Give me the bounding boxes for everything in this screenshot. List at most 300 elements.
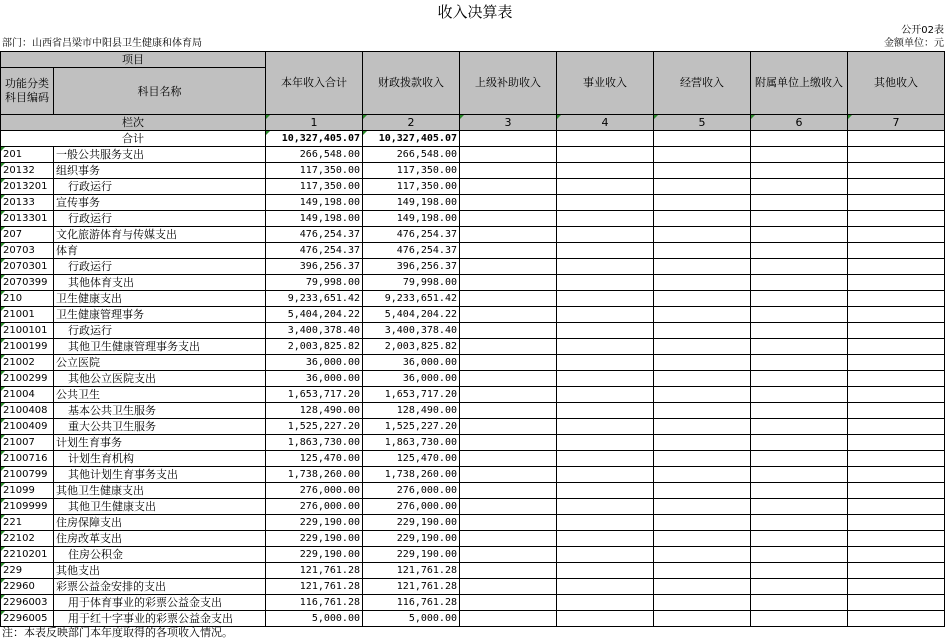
value-col-2: 121,761.28 <box>363 563 460 579</box>
subject-code: 20132 <box>1 163 54 179</box>
value-col-1: 149,198.00 <box>266 195 363 211</box>
page-title: 收入决算表 <box>437 3 513 21</box>
value-col-3 <box>460 419 557 435</box>
value-col-2: 5,404,204.22 <box>363 307 460 323</box>
value-col-2: 116,761.28 <box>363 595 460 611</box>
value-col-7 <box>848 195 945 211</box>
value-col-4 <box>557 339 654 355</box>
value-col-5 <box>654 275 751 291</box>
value-col-1: 117,350.00 <box>266 179 363 195</box>
value-col-4 <box>557 227 654 243</box>
table-row <box>1 483 945 499</box>
value-col-7 <box>848 563 945 579</box>
subject-name: 其他计划生育事务支出 <box>54 467 266 483</box>
value-col-6 <box>751 243 848 259</box>
value-col-6 <box>751 147 848 163</box>
value-col-7 <box>848 275 945 291</box>
value-col-4 <box>557 595 654 611</box>
value-col-1: 36,000.00 <box>266 355 363 371</box>
value-col-5 <box>654 323 751 339</box>
value-col-5 <box>654 163 751 179</box>
value-col-5 <box>654 259 751 275</box>
value-col-5 <box>654 435 751 451</box>
value-col-7 <box>848 147 945 163</box>
subject-code: 207 <box>1 227 54 243</box>
value-col-1: 229,190.00 <box>266 531 363 547</box>
value-col-2: 2,003,825.82 <box>363 339 460 355</box>
table-row <box>1 243 945 259</box>
value-col-1: 2,003,825.82 <box>266 339 363 355</box>
col-header-7: 其他收入 <box>848 52 945 115</box>
table-row <box>1 259 945 275</box>
value-col-3 <box>460 547 557 563</box>
value-col-1: 128,490.00 <box>266 403 363 419</box>
value-col-3 <box>460 483 557 499</box>
table-row <box>1 547 945 563</box>
value-col-5 <box>654 531 751 547</box>
col-header-3: 上级补助收入 <box>460 52 557 115</box>
value-col-4 <box>557 451 654 467</box>
value-col-4 <box>557 195 654 211</box>
value-col-1: 276,000.00 <box>266 483 363 499</box>
subject-name: 卫生健康管理事务 <box>54 307 266 323</box>
form-number: 公开02表 <box>901 25 944 36</box>
value-col-1: 149,198.00 <box>266 211 363 227</box>
subject-code: 229 <box>1 563 54 579</box>
value-col-5 <box>654 515 751 531</box>
value-col-5 <box>654 563 751 579</box>
subject-code: 21099 <box>1 483 54 499</box>
value-col-7 <box>848 611 945 627</box>
table-row <box>1 435 945 451</box>
value-col-3 <box>460 163 557 179</box>
table-row <box>1 451 945 467</box>
subject-code: 2070301 <box>1 259 54 275</box>
value-col-3 <box>460 355 557 371</box>
value-col-5 <box>654 483 751 499</box>
value-col-4 <box>557 611 654 627</box>
value-col-5 <box>654 227 751 243</box>
value-col-7 <box>848 339 945 355</box>
table-row <box>1 211 945 227</box>
subject-code: 22102 <box>1 531 54 547</box>
value-col-2: 117,350.00 <box>363 179 460 195</box>
value-col-4 <box>557 435 654 451</box>
value-col-7 <box>848 499 945 515</box>
value-col-3 <box>460 227 557 243</box>
value-col-3 <box>460 275 557 291</box>
value-col-7 <box>848 403 945 419</box>
value-col-6 <box>751 275 848 291</box>
subject-code: 2296005 <box>1 611 54 627</box>
value-col-3 <box>460 467 557 483</box>
value-col-2: 9,233,651.42 <box>363 291 460 307</box>
value-col-3 <box>460 595 557 611</box>
subject-code: 20703 <box>1 243 54 259</box>
subject-code: 21002 <box>1 355 54 371</box>
value-col-6 <box>751 419 848 435</box>
func-code-header: 功能分类科目编码 <box>1 68 54 115</box>
value-col-7 <box>848 515 945 531</box>
value-col-5 <box>654 547 751 563</box>
subject-code: 2100409 <box>1 419 54 435</box>
value-col-7 <box>848 227 945 243</box>
table-row <box>1 147 945 163</box>
value-col-1: 476,254.37 <box>266 227 363 243</box>
value-col-3 <box>460 339 557 355</box>
value-col-6 <box>751 227 848 243</box>
value-col-7 <box>848 435 945 451</box>
value-col-5 <box>654 307 751 323</box>
value-col-3 <box>460 515 557 531</box>
value-col-6 <box>751 163 848 179</box>
col-header-5: 经营收入 <box>654 52 751 115</box>
value-col-4 <box>557 531 654 547</box>
value-col-4 <box>557 291 654 307</box>
value-col-7 <box>848 291 945 307</box>
value-col-1: 1,525,227.20 <box>266 419 363 435</box>
subject-code: 201 <box>1 147 54 163</box>
col-number-5: 5 <box>654 115 751 131</box>
value-col-5 <box>654 195 751 211</box>
subject-code: 2100101 <box>1 323 54 339</box>
value-col-4 <box>557 259 654 275</box>
total-value-2: 10,327,405.07 <box>363 131 460 147</box>
col-number-3: 3 <box>460 115 557 131</box>
value-col-2: 229,190.00 <box>363 515 460 531</box>
subject-code: 21004 <box>1 387 54 403</box>
value-col-1: 3,400,378.40 <box>266 323 363 339</box>
value-col-4 <box>557 499 654 515</box>
value-col-5 <box>654 339 751 355</box>
value-col-7 <box>848 579 945 595</box>
value-col-5 <box>654 595 751 611</box>
value-col-5 <box>654 211 751 227</box>
subject-name: 组织事务 <box>54 163 266 179</box>
value-col-5 <box>654 419 751 435</box>
value-col-7 <box>848 243 945 259</box>
department-row <box>2 37 944 50</box>
value-col-6 <box>751 563 848 579</box>
subject-code: 2013201 <box>1 179 54 195</box>
value-col-4 <box>557 387 654 403</box>
value-col-6 <box>751 467 848 483</box>
value-col-2: 117,350.00 <box>363 163 460 179</box>
value-col-4 <box>557 355 654 371</box>
value-col-1: 1,863,730.00 <box>266 435 363 451</box>
value-col-6 <box>751 179 848 195</box>
value-col-4 <box>557 275 654 291</box>
value-col-1: 117,350.00 <box>266 163 363 179</box>
total-label: 合计 <box>1 131 266 147</box>
value-col-1: 79,998.00 <box>266 275 363 291</box>
value-col-2: 276,000.00 <box>363 483 460 499</box>
value-col-6 <box>751 195 848 211</box>
value-col-7 <box>848 531 945 547</box>
value-col-1: 1,653,717.20 <box>266 387 363 403</box>
value-col-3 <box>460 179 557 195</box>
table-row <box>1 323 945 339</box>
value-col-6 <box>751 307 848 323</box>
subject-name: 基本公共卫生服务 <box>54 403 266 419</box>
table-row <box>1 387 945 403</box>
value-col-6 <box>751 531 848 547</box>
value-col-1: 121,761.28 <box>266 579 363 595</box>
value-col-7 <box>848 387 945 403</box>
value-col-2: 229,190.00 <box>363 531 460 547</box>
value-col-5 <box>654 611 751 627</box>
value-col-1: 276,000.00 <box>266 499 363 515</box>
value-col-4 <box>557 307 654 323</box>
value-col-2: 396,256.37 <box>363 259 460 275</box>
value-col-2: 149,198.00 <box>363 195 460 211</box>
value-col-3 <box>460 307 557 323</box>
value-col-5 <box>654 579 751 595</box>
subject-code: 2100408 <box>1 403 54 419</box>
value-col-2: 36,000.00 <box>363 371 460 387</box>
table-row <box>1 307 945 323</box>
subject-name: 计划生育事务 <box>54 435 266 451</box>
value-col-3 <box>460 611 557 627</box>
value-col-3 <box>460 531 557 547</box>
value-col-6 <box>751 403 848 419</box>
value-col-4 <box>557 163 654 179</box>
table-row <box>1 515 945 531</box>
value-col-1: 229,190.00 <box>266 515 363 531</box>
value-col-5 <box>654 179 751 195</box>
value-col-2: 476,254.37 <box>363 243 460 259</box>
subject-code: 2100799 <box>1 467 54 483</box>
table-row <box>1 355 945 371</box>
col-header-4: 事业收入 <box>557 52 654 115</box>
subject-name: 行政运行 <box>54 323 266 339</box>
value-col-4 <box>557 403 654 419</box>
value-col-6 <box>751 211 848 227</box>
column-number-row <box>1 115 945 131</box>
col-header-6: 附属单位上缴收入 <box>751 52 848 115</box>
value-col-7 <box>848 547 945 563</box>
value-col-2: 266,548.00 <box>363 147 460 163</box>
subject-code: 20133 <box>1 195 54 211</box>
subject-name: 其他卫生健康支出 <box>54 483 266 499</box>
subject-code: 2013301 <box>1 211 54 227</box>
value-col-2: 1,653,717.20 <box>363 387 460 403</box>
value-col-7 <box>848 163 945 179</box>
income-table <box>0 51 945 627</box>
subject-name: 彩票公益金安排的支出 <box>54 579 266 595</box>
subject-name: 体育 <box>54 243 266 259</box>
subject-name: 卫生健康支出 <box>54 291 266 307</box>
subject-name: 其他公立医院支出 <box>54 371 266 387</box>
subject-name: 行政运行 <box>54 259 266 275</box>
table-row <box>1 403 945 419</box>
table-row <box>1 419 945 435</box>
value-col-6 <box>751 451 848 467</box>
value-col-4 <box>557 579 654 595</box>
table-row <box>1 163 945 179</box>
value-col-4 <box>557 211 654 227</box>
value-col-6 <box>751 499 848 515</box>
value-col-6 <box>751 259 848 275</box>
value-col-2: 79,998.00 <box>363 275 460 291</box>
subject-name: 用于体育事业的彩票公益金支出 <box>54 595 266 611</box>
project-header: 项目 <box>1 52 266 68</box>
department-label: 部门：山西省吕梁市中阳县卫生健康和体育局 <box>2 38 202 49</box>
value-col-3 <box>460 211 557 227</box>
subject-code: 2070399 <box>1 275 54 291</box>
value-col-6 <box>751 291 848 307</box>
value-col-4 <box>557 323 654 339</box>
total-value-3 <box>460 131 557 147</box>
currency-unit-label: 金额单位：元 <box>884 38 944 49</box>
table-row <box>1 563 945 579</box>
value-col-3 <box>460 563 557 579</box>
value-col-2: 1,863,730.00 <box>363 435 460 451</box>
subject-name: 其他卫生健康支出 <box>54 499 266 515</box>
value-col-2: 476,254.37 <box>363 227 460 243</box>
value-col-5 <box>654 243 751 259</box>
value-col-7 <box>848 595 945 611</box>
value-col-7 <box>848 371 945 387</box>
total-value-6 <box>751 131 848 147</box>
value-col-5 <box>654 147 751 163</box>
col-number-4: 4 <box>557 115 654 131</box>
value-col-7 <box>848 419 945 435</box>
value-col-6 <box>751 355 848 371</box>
value-col-4 <box>557 147 654 163</box>
value-col-1: 396,256.37 <box>266 259 363 275</box>
subject-name: 其他卫生健康管理事务支出 <box>54 339 266 355</box>
value-col-6 <box>751 371 848 387</box>
value-col-7 <box>848 307 945 323</box>
value-col-5 <box>654 371 751 387</box>
value-col-5 <box>654 403 751 419</box>
value-col-1: 476,254.37 <box>266 243 363 259</box>
value-col-5 <box>654 291 751 307</box>
value-col-7 <box>848 355 945 371</box>
subject-name: 住房改革支出 <box>54 531 266 547</box>
value-col-2: 5,000.00 <box>363 611 460 627</box>
value-col-4 <box>557 419 654 435</box>
col-number-2: 2 <box>363 115 460 131</box>
col-number-7: 7 <box>848 115 945 131</box>
total-row <box>1 131 945 147</box>
col-header-1: 本年收入合计 <box>266 52 363 115</box>
value-col-7 <box>848 259 945 275</box>
table-row <box>1 227 945 243</box>
table-row <box>1 467 945 483</box>
col-number-1: 1 <box>266 115 363 131</box>
value-col-1: 125,470.00 <box>266 451 363 467</box>
table-row <box>1 499 945 515</box>
value-col-1: 9,233,651.42 <box>266 291 363 307</box>
value-col-6 <box>751 515 848 531</box>
value-col-3 <box>460 195 557 211</box>
value-col-1: 229,190.00 <box>266 547 363 563</box>
value-col-2: 149,198.00 <box>363 211 460 227</box>
subject-name: 一般公共服务支出 <box>54 147 266 163</box>
value-col-7 <box>848 451 945 467</box>
value-col-3 <box>460 259 557 275</box>
total-value-7 <box>848 131 945 147</box>
subject-name: 公共卫生 <box>54 387 266 403</box>
value-col-3 <box>460 147 557 163</box>
subject-name: 行政运行 <box>54 211 266 227</box>
value-col-6 <box>751 483 848 499</box>
subject-name: 住房保障支出 <box>54 515 266 531</box>
value-col-7 <box>848 323 945 339</box>
total-value-4 <box>557 131 654 147</box>
value-col-2: 1,525,227.20 <box>363 419 460 435</box>
subject-code: 2100299 <box>1 371 54 387</box>
value-col-6 <box>751 387 848 403</box>
value-col-1: 121,761.28 <box>266 563 363 579</box>
subject-code: 2100199 <box>1 339 54 355</box>
subject-code: 2100716 <box>1 451 54 467</box>
table-row <box>1 339 945 355</box>
value-col-6 <box>751 339 848 355</box>
subject-name: 计划生育机构 <box>54 451 266 467</box>
value-col-5 <box>654 387 751 403</box>
subject-code: 210 <box>1 291 54 307</box>
table-row <box>1 595 945 611</box>
value-col-6 <box>751 595 848 611</box>
col-number-6: 6 <box>751 115 848 131</box>
value-col-5 <box>654 499 751 515</box>
value-col-3 <box>460 579 557 595</box>
value-col-7 <box>848 483 945 499</box>
subject-name: 其他支出 <box>54 563 266 579</box>
subject-name: 重大公共卫生服务 <box>54 419 266 435</box>
value-col-7 <box>848 467 945 483</box>
value-col-4 <box>557 243 654 259</box>
value-col-4 <box>557 179 654 195</box>
subject-name: 文化旅游体育与传媒支出 <box>54 227 266 243</box>
table-row <box>1 275 945 291</box>
header-row-1 <box>1 52 945 68</box>
value-col-4 <box>557 563 654 579</box>
value-col-6 <box>751 435 848 451</box>
value-col-6 <box>751 579 848 595</box>
value-col-4 <box>557 515 654 531</box>
subject-code: 2296003 <box>1 595 54 611</box>
subject-code: 2210201 <box>1 547 54 563</box>
value-col-2: 1,738,260.00 <box>363 467 460 483</box>
subject-code: 22960 <box>1 579 54 595</box>
col-header-2: 财政拨款收入 <box>363 52 460 115</box>
value-col-1: 36,000.00 <box>266 371 363 387</box>
value-col-4 <box>557 483 654 499</box>
subject-name-header: 科目名称 <box>54 68 266 115</box>
lanci-label: 栏次 <box>1 115 266 131</box>
subject-code: 2109999 <box>1 499 54 515</box>
value-col-1: 266,548.00 <box>266 147 363 163</box>
value-col-3 <box>460 323 557 339</box>
subject-code: 221 <box>1 515 54 531</box>
value-col-1: 5,404,204.22 <box>266 307 363 323</box>
table-row <box>1 371 945 387</box>
value-col-3 <box>460 243 557 259</box>
subject-name: 行政运行 <box>54 179 266 195</box>
total-value-1: 10,327,405.07 <box>266 131 363 147</box>
value-col-1: 5,000.00 <box>266 611 363 627</box>
value-col-2: 276,000.00 <box>363 499 460 515</box>
subject-name: 用于红十字事业的彩票公益金支出 <box>54 611 266 627</box>
value-col-2: 229,190.00 <box>363 547 460 563</box>
value-col-3 <box>460 291 557 307</box>
table-row <box>1 531 945 547</box>
value-col-6 <box>751 611 848 627</box>
